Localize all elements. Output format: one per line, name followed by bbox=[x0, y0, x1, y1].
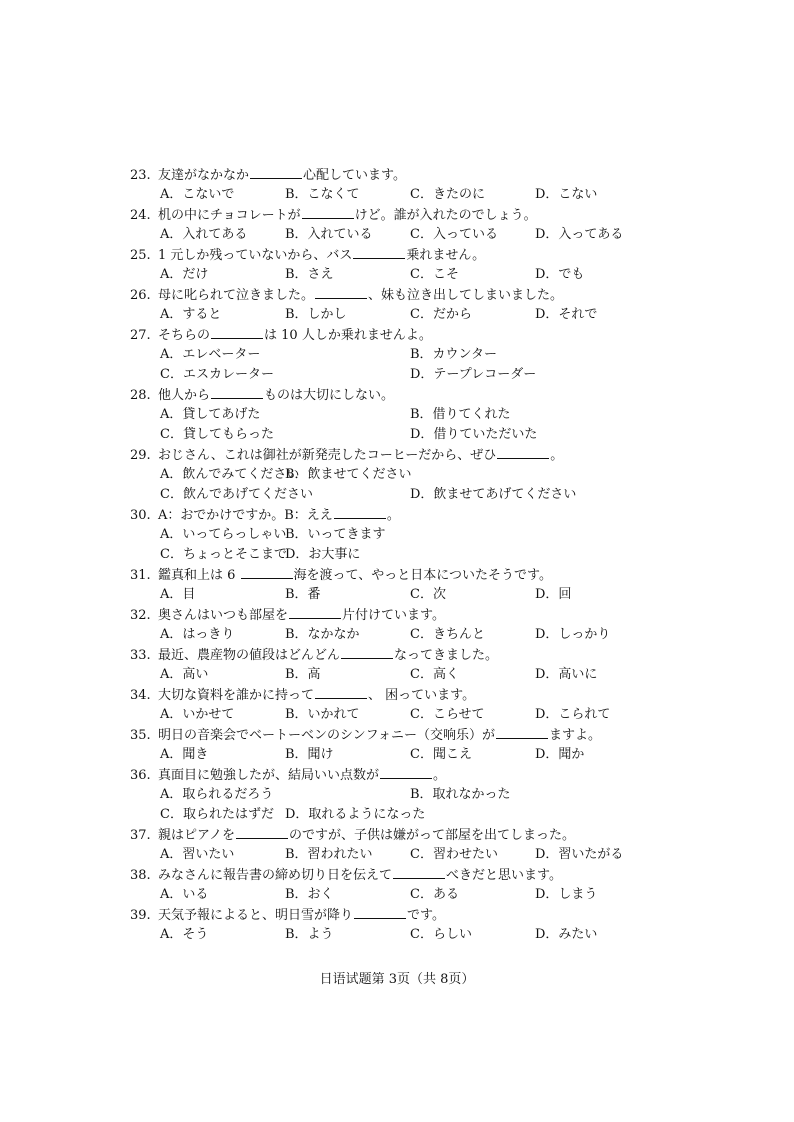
option: A．飲んでみてください bbox=[160, 467, 300, 482]
option: D．高いに bbox=[535, 667, 598, 682]
answer-blank bbox=[241, 565, 293, 579]
question-text-before: そちらの bbox=[158, 328, 211, 343]
option: D．こられて bbox=[535, 707, 611, 722]
options-row bbox=[130, 625, 730, 645]
question-number: 30. bbox=[130, 508, 151, 523]
answer-blank bbox=[289, 605, 341, 619]
question-text-before: 母に叱られて泣きました。 bbox=[158, 288, 315, 303]
page-footer: 日语试题第 3页（共 8页） bbox=[319, 972, 475, 987]
option: D．習いたがる bbox=[535, 847, 624, 862]
option: B．取れなかった bbox=[410, 787, 511, 802]
option: B．番 bbox=[285, 587, 321, 602]
option: C．入っている bbox=[410, 227, 498, 242]
options-row bbox=[130, 705, 730, 725]
question-text-after: のですが、子供は嫌がって部屋を出てしまった。 bbox=[288, 828, 575, 843]
question-number: 32. bbox=[130, 608, 151, 623]
question-stem bbox=[130, 205, 730, 225]
question-text-before: 1 元しか残っていないから、バス bbox=[158, 248, 353, 263]
options-row bbox=[130, 745, 730, 765]
option: A．入れてある bbox=[160, 227, 248, 242]
question-text-after: 。 bbox=[386, 508, 400, 523]
option: D．お大事に bbox=[285, 547, 361, 562]
answer-blank bbox=[236, 825, 288, 839]
options-row bbox=[130, 485, 730, 505]
question-text-after: 乗れません。 bbox=[406, 248, 486, 263]
option: D．入ってある bbox=[535, 227, 624, 242]
options-row bbox=[130, 545, 730, 565]
option: B．よう bbox=[285, 927, 334, 942]
question-text-after: 片付けています。 bbox=[342, 608, 445, 623]
option: C．エスカレーター bbox=[160, 367, 274, 382]
option: B．カウンター bbox=[410, 347, 498, 362]
option: B．さえ bbox=[285, 267, 334, 282]
options-row bbox=[130, 365, 730, 385]
option: B．しかし bbox=[285, 307, 347, 322]
option: C．ある bbox=[410, 887, 459, 902]
question-stem bbox=[130, 725, 730, 745]
question-text-before: 真面目に勉強したが、結局いい点数が bbox=[158, 768, 380, 783]
question-text-after: です。 bbox=[407, 908, 445, 923]
option: C．だから bbox=[410, 307, 472, 322]
option: D．でも bbox=[535, 267, 585, 282]
option: C．こらせて bbox=[410, 707, 485, 722]
options-row bbox=[130, 425, 730, 445]
answer-blank bbox=[211, 385, 263, 399]
question-number: 36. bbox=[130, 768, 151, 783]
question-text-after: べきだと思います。 bbox=[446, 868, 562, 883]
option: A．はっきり bbox=[160, 627, 235, 642]
answer-blank bbox=[302, 205, 354, 219]
question-text-after: ものは大切にしない。 bbox=[264, 388, 395, 403]
option: A．すると bbox=[160, 307, 222, 322]
question-text-before: おじさん、これは御社が新発売したコーヒーだから、ぜひ bbox=[158, 448, 497, 463]
options-row bbox=[130, 845, 730, 865]
question-stem bbox=[130, 565, 730, 585]
option: C．貸してもらった bbox=[160, 427, 274, 442]
answer-blank bbox=[497, 445, 549, 459]
question-text-after: 心配しています。 bbox=[303, 168, 406, 183]
question-stem bbox=[130, 385, 730, 405]
option: B．入れている bbox=[285, 227, 373, 242]
question-text-after: は 10 人しか乗れませんよ。 bbox=[264, 328, 432, 343]
question-text-before: 友達がなかなか bbox=[158, 168, 250, 183]
question-number: 35. bbox=[130, 728, 151, 743]
option: D．回 bbox=[535, 587, 572, 602]
question-number: 26. bbox=[130, 288, 151, 303]
question-stem bbox=[130, 865, 730, 885]
question-stem bbox=[130, 905, 730, 925]
option: A．いる bbox=[160, 887, 209, 902]
option: A．いかせて bbox=[160, 707, 235, 722]
question-text-before: 最近、農産物の値段はどんどん bbox=[158, 648, 341, 663]
question-text-before: A：おでかけですか。B：ええ bbox=[158, 508, 333, 523]
option: D．飲ませてあげてください bbox=[410, 487, 577, 502]
question-number: 31. bbox=[130, 568, 151, 583]
question-text-before: 机の中にチョコレートが bbox=[158, 208, 301, 223]
option: A．目 bbox=[160, 587, 196, 602]
option: A．聞き bbox=[160, 747, 209, 762]
option: C．高く bbox=[410, 667, 459, 682]
question-number: 39. bbox=[130, 908, 151, 923]
question-stem bbox=[130, 285, 730, 305]
question-number: 29. bbox=[130, 448, 151, 463]
options-row bbox=[130, 405, 730, 425]
option: C．飲んであげてください bbox=[160, 487, 313, 502]
option: B．おく bbox=[285, 887, 334, 902]
question-text-before: 明日の音楽会でベートーベンのシンフォニー（交响乐）が bbox=[158, 728, 496, 743]
options-row bbox=[130, 805, 730, 825]
answer-blank bbox=[341, 645, 393, 659]
question-stem bbox=[130, 685, 730, 705]
option: C．きちんと bbox=[410, 627, 485, 642]
question-text-after: なってきました。 bbox=[394, 648, 499, 663]
options-row bbox=[130, 345, 730, 365]
question-text-before: 親はピアノを bbox=[158, 828, 235, 843]
options-row bbox=[130, 665, 730, 685]
option: B．聞け bbox=[285, 747, 334, 762]
question-list bbox=[130, 165, 730, 945]
options-row bbox=[130, 785, 730, 805]
question-stem bbox=[130, 605, 730, 625]
options-row bbox=[130, 265, 730, 285]
option: D．テープレコーダー bbox=[410, 367, 537, 382]
option: B．飲ませてください bbox=[285, 467, 412, 482]
question-stem bbox=[130, 505, 730, 525]
option: A．そう bbox=[160, 927, 209, 942]
option: D．しっかり bbox=[535, 627, 611, 642]
options-row bbox=[130, 525, 730, 545]
option: B．なかなか bbox=[285, 627, 360, 642]
option: A．こないで bbox=[160, 187, 235, 202]
question-text-after: 。 bbox=[550, 448, 564, 463]
question-number: 23. bbox=[130, 168, 151, 183]
option: B．借りてくれた bbox=[410, 407, 511, 422]
options-row bbox=[130, 305, 730, 325]
question-text-before: みなさんに報告書の締め切り日を伝えて bbox=[158, 868, 393, 883]
question-text-after: ますよ。 bbox=[549, 728, 602, 743]
answer-blank bbox=[354, 905, 406, 919]
question-stem bbox=[130, 445, 730, 465]
option: C．次 bbox=[410, 587, 446, 602]
answer-blank bbox=[250, 165, 302, 179]
answer-blank bbox=[353, 245, 405, 259]
option: D．取れるようになった bbox=[285, 807, 426, 822]
option: A．エレベーター bbox=[160, 347, 261, 362]
question-text-before: 天気予報によると、明日雪が降り bbox=[158, 908, 354, 923]
question-number: 28. bbox=[130, 388, 151, 403]
answer-blank bbox=[496, 725, 548, 739]
question-stem bbox=[130, 245, 730, 265]
option: A．習いたい bbox=[160, 847, 235, 862]
option: C．取られたはずだ bbox=[160, 807, 274, 822]
answer-blank bbox=[393, 865, 445, 879]
option: D．こない bbox=[535, 187, 598, 202]
question-number: 33. bbox=[130, 648, 151, 663]
option: B．こなくて bbox=[285, 187, 360, 202]
answer-blank bbox=[211, 325, 263, 339]
answer-blank bbox=[334, 505, 386, 519]
option: A．だけ bbox=[160, 267, 209, 282]
answer-blank bbox=[315, 685, 367, 699]
question-number: 25. bbox=[130, 248, 151, 263]
option: C．習わせたい bbox=[410, 847, 498, 862]
question-stem bbox=[130, 325, 730, 345]
question-text-after: 海を渡って、やっと日本についたそうです。 bbox=[293, 568, 552, 583]
option: B．習われたい bbox=[285, 847, 373, 862]
option: D．借りていただいた bbox=[410, 427, 538, 442]
option: A．貸してあげた bbox=[160, 407, 261, 422]
answer-blank bbox=[315, 285, 367, 299]
options-row bbox=[130, 185, 730, 205]
option: D．それで bbox=[535, 307, 598, 322]
option: A．取られるだろう bbox=[160, 787, 274, 802]
option: D．みたい bbox=[535, 927, 598, 942]
question-text-after: けど。誰が入れたのでしょう。 bbox=[354, 208, 537, 223]
option: C．聞こえ bbox=[410, 747, 472, 762]
question-text-after: 、 困っています。 bbox=[368, 688, 476, 703]
option: B．いかれて bbox=[285, 707, 360, 722]
option: D．聞か bbox=[535, 747, 585, 762]
option: A．いってらっしゃい bbox=[160, 527, 287, 542]
options-row bbox=[130, 885, 730, 905]
option: A．高い bbox=[160, 667, 209, 682]
question-number: 38. bbox=[130, 868, 151, 883]
question-number: 37. bbox=[130, 828, 151, 843]
options-row bbox=[130, 465, 730, 485]
question-number: 27. bbox=[130, 328, 151, 343]
options-row bbox=[130, 925, 730, 945]
question-text-before: 鑑真和上は 6 bbox=[158, 568, 240, 583]
question-stem bbox=[130, 165, 730, 185]
option: B．いってきます bbox=[285, 527, 386, 542]
question-number: 24. bbox=[130, 208, 151, 223]
question-text-before: 奥さんはいつも部屋を bbox=[158, 608, 289, 623]
option: B．高 bbox=[285, 667, 321, 682]
option: C．らしい bbox=[410, 927, 472, 942]
options-row bbox=[130, 585, 730, 605]
question-stem bbox=[130, 765, 730, 785]
question-text-before: 大切な資料を誰かに持って bbox=[158, 688, 315, 703]
question-text-before: 他人から bbox=[158, 388, 211, 403]
option: C．ちょっとそこまで bbox=[160, 547, 287, 562]
option: D．しまう bbox=[535, 887, 598, 902]
question-text-after: 。 bbox=[433, 768, 447, 783]
option: C．きたのに bbox=[410, 187, 485, 202]
answer-blank bbox=[380, 765, 432, 779]
question-text-after: 、妹も泣き出してしまいました。 bbox=[368, 288, 564, 303]
question-number: 34. bbox=[130, 688, 151, 703]
options-row bbox=[130, 225, 730, 245]
question-stem bbox=[130, 825, 730, 845]
option: C．こそ bbox=[410, 267, 459, 282]
question-stem bbox=[130, 645, 730, 665]
